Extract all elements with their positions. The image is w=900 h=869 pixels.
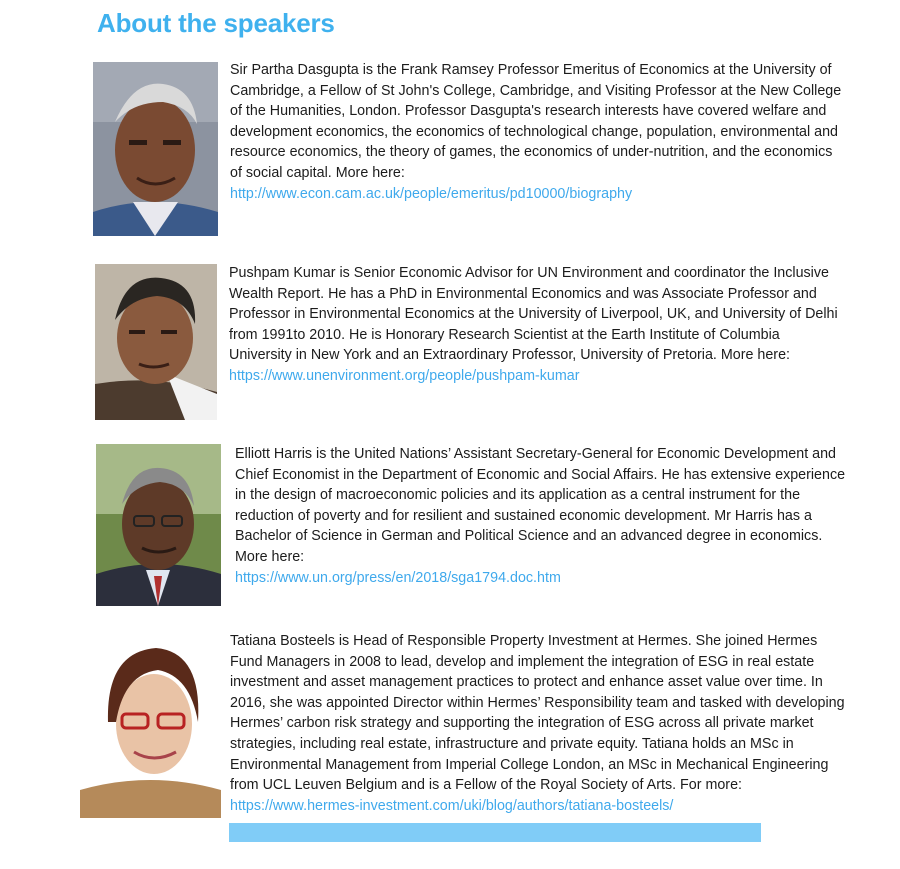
speaker-photo-harris bbox=[96, 444, 221, 606]
speaker-bio-harris bbox=[235, 444, 847, 588]
bio-text: Elliott Harris is the United Nations’ Assistant Secretary-General for Economic Development and Chief Economist in the Department of Economic and Social Affairs. He has extensive experience in the design of macroeconomic policies and its application as a central instrument for the reduction of poverty and for resilient and sustained economic development. Mr Harris has a Bachelor of Science in German and Political Science and an advanced degree in economics. More here: bbox=[235, 446, 846, 565]
bio-link[interactable]: http://www.econ.cam.ac.uk/people/emeritus/pd10000/biography bbox=[230, 185, 633, 202]
speaker-photo-kumar bbox=[95, 264, 217, 420]
bio-link[interactable]: https://www.un.org/press/en/2018/sga1794.doc.htm bbox=[235, 569, 561, 586]
footer-accent-bar bbox=[229, 823, 761, 842]
speaker-bio-bosteels bbox=[230, 631, 845, 816]
speaker-photo-bosteels bbox=[80, 630, 221, 818]
bio-text: Sir Partha Dasgupta is the Frank Ramsey Professor Emeritus of Economics at the University of Cambridge, a Fellow of St John's College, Cambridge, and Visiting Professor at the New College of the Humanities, London. Professor Dasgupta's research interests have covered welfare and development economics, the economics of technological change, population, environmental and resource economics, the theory of games, the economics of under-nutrition, and the economics of social capital. More here: bbox=[230, 62, 842, 181]
page-title: About the speakers bbox=[97, 8, 335, 38]
speaker-bio-dasgupta bbox=[230, 60, 845, 204]
bio-link[interactable]: https://www.hermes-investment.com/uki/blog/authors/tatiana-bosteels/ bbox=[230, 797, 674, 814]
speaker-bio-kumar bbox=[229, 263, 844, 387]
bio-text: Pushpam Kumar is Senior Economic Advisor for UN Environment and coordinator the Inclusive Wealth Report. He has a PhD in Environmental Economics and was Associate Professor and Professor in Environmental Economics at the University of Liverpool, UK, and University of Delhi from 1991to 2010. He is Honorary Research Scientist at the Earth Institute of Columbia University in New York and an Extraordinary Professor, University of Pretoria. More here: bbox=[229, 265, 838, 364]
bio-link[interactable]: https://www.unenvironment.org/people/pushpam-kumar bbox=[229, 367, 580, 384]
speaker-photo-dasgupta bbox=[93, 62, 218, 236]
bio-text: Tatiana Bosteels is Head of Responsible Property Investment at Hermes. She joined Hermes Fund Managers in 2008 to lead, develop and implement the integration of ESG in real estate investment and asset management practices to protect and enhance asset value over time. In 2016, she was appointed Director within Hermes’ Responsibility team and tasked with developing Hermes’ carbon risk strategy and supporting the integration of ESG across all private market strategies, including real estate, infrastructure and private equity. Tatiana holds an MSc in Environmental Management from Imperial College London, an MSc in Mechanical Engineering from UCL Leuven Belgium and is a Fellow of the Royal Society of Arts. For more: bbox=[230, 633, 845, 794]
